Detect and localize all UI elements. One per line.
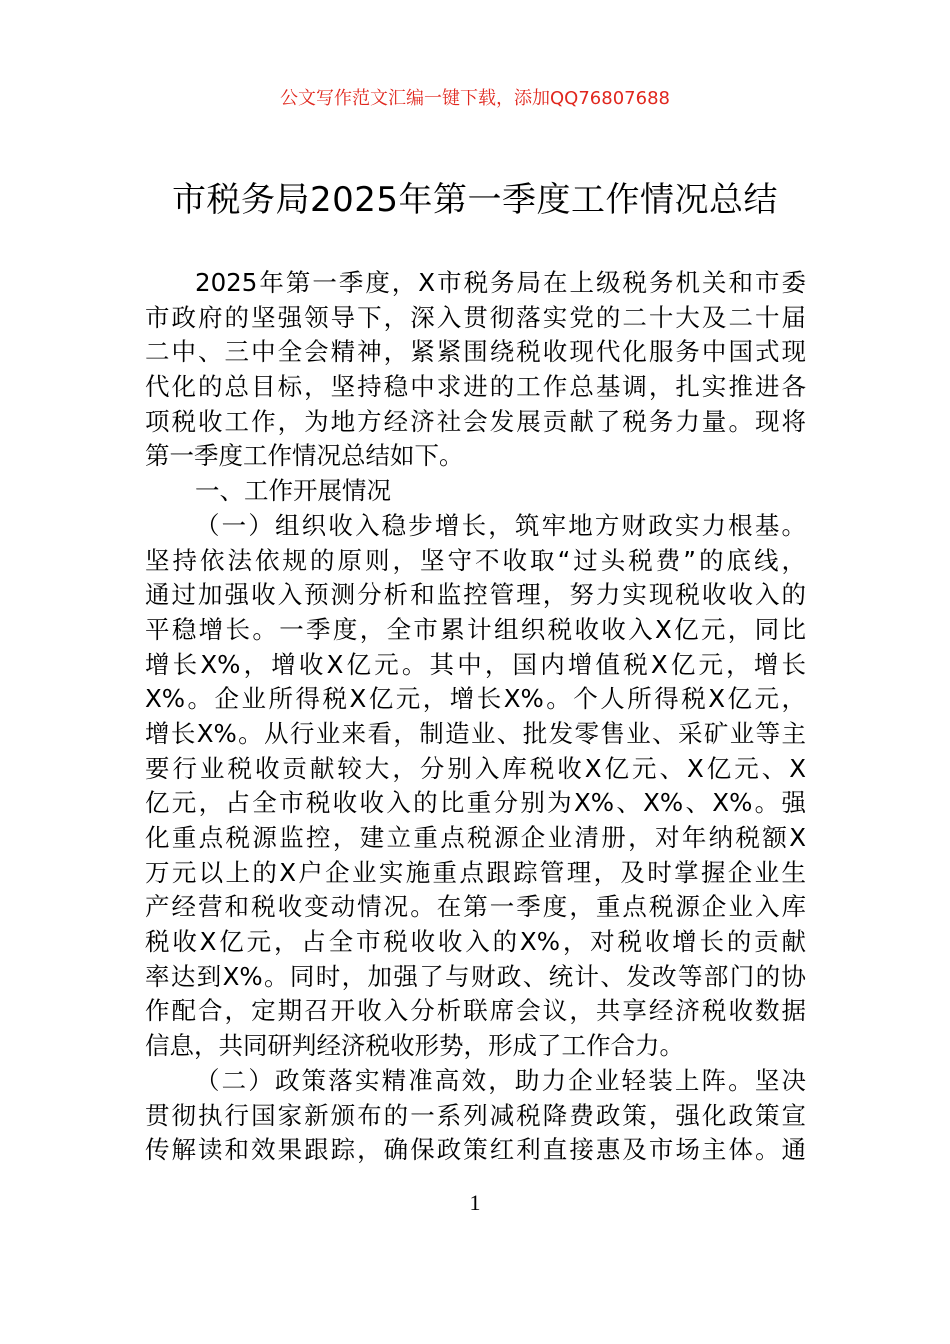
text-line: 二中、三中全会精神，紧紧围绕税收现代化服务中国式现 [145,337,806,367]
text-line: X%。企业所得税X亿元，增长X%。个人所得税X亿元， [145,684,806,714]
text-line: 化重点税源监控，建立重点税源企业清册，对年纳税额X [145,823,806,852]
text-line: 要行业税收贡献较大，分别入库税收X亿元、X亿元、X [145,753,806,783]
text-line: 贯彻执行国家新颁布的一系列减税降费政策，强化政策宣 [145,1100,806,1130]
text-line: 率达到X%。同时，加强了与财政、统计、发改等部门的协 [145,961,806,991]
text-line: 代化的总目标，坚持稳中求进的工作总基调，扎实推进各 [145,372,806,402]
document-body [145,266,806,1168]
text-line: 一、工作开展情况 [195,476,391,506]
paragraph [145,474,806,509]
text-line: 坚持依法依规的原则，坚守不收取“过头税费”的底线， [145,545,806,575]
text-line: （二）政策落实精准高效，助力企业轻装上阵。坚决 [195,1065,806,1095]
text-line: 项税收工作，为地方经济社会发展贡献了税务力量。现将 [145,406,806,436]
paragraph [145,266,806,474]
paragraph [145,1064,806,1168]
text-line: 增长X%。从行业来看，制造业、批发零售业、采矿业等主 [145,718,806,748]
text-line: 平稳增长。一季度，全市累计组织税收收入X亿元，同比 [145,614,806,644]
text-line: 亿元，占全市税收收入的比重分别为X%、X%、X%。强 [145,788,806,818]
text-line: 传解读和效果跟踪，确保政策红利直接惠及市场主体。通 [145,1135,806,1165]
text-line: 税收X亿元，占全市税收收入的X%，对税收增长的贡献 [145,927,806,957]
page-number: 1 [469,1190,481,1215]
text-line: 增长X%，增收X亿元。其中，国内增值税X亿元，增长 [145,649,806,679]
paragraph [145,509,806,1064]
text-line: 通过加强收入预测分析和监控管理，努力实现税收收入的 [145,580,806,610]
text-line: 市政府的坚强领导下，深入贯彻落实党的二十大及二十届 [145,302,806,332]
text-line: 第一季度工作情况总结如下。 [145,441,464,471]
text-line: 作配合，定期召开收入分析联席会议，共享经济税收数据 [145,996,806,1026]
download-banner: 公文写作范文汇编一键下载，添加QQ76807688 [280,88,670,109]
text-line: 产经营和税收变动情况。在第一季度，重点税源企业入库 [145,892,806,922]
document-title: 市税务局2025年第一季度工作情况总结 [171,180,779,220]
text-line: （一）组织收入稳步增长，筑牢地方财政实力根基。 [195,510,806,540]
text-line: 信息，共同研判经济税收形势，形成了工作合力。 [145,1031,684,1061]
text-line: 万元以上的X户企业实施重点跟踪管理，及时掌握企业生 [145,857,806,887]
text-line: 2025年第一季度，X市税务局在上级税务机关和市委 [195,268,806,297]
